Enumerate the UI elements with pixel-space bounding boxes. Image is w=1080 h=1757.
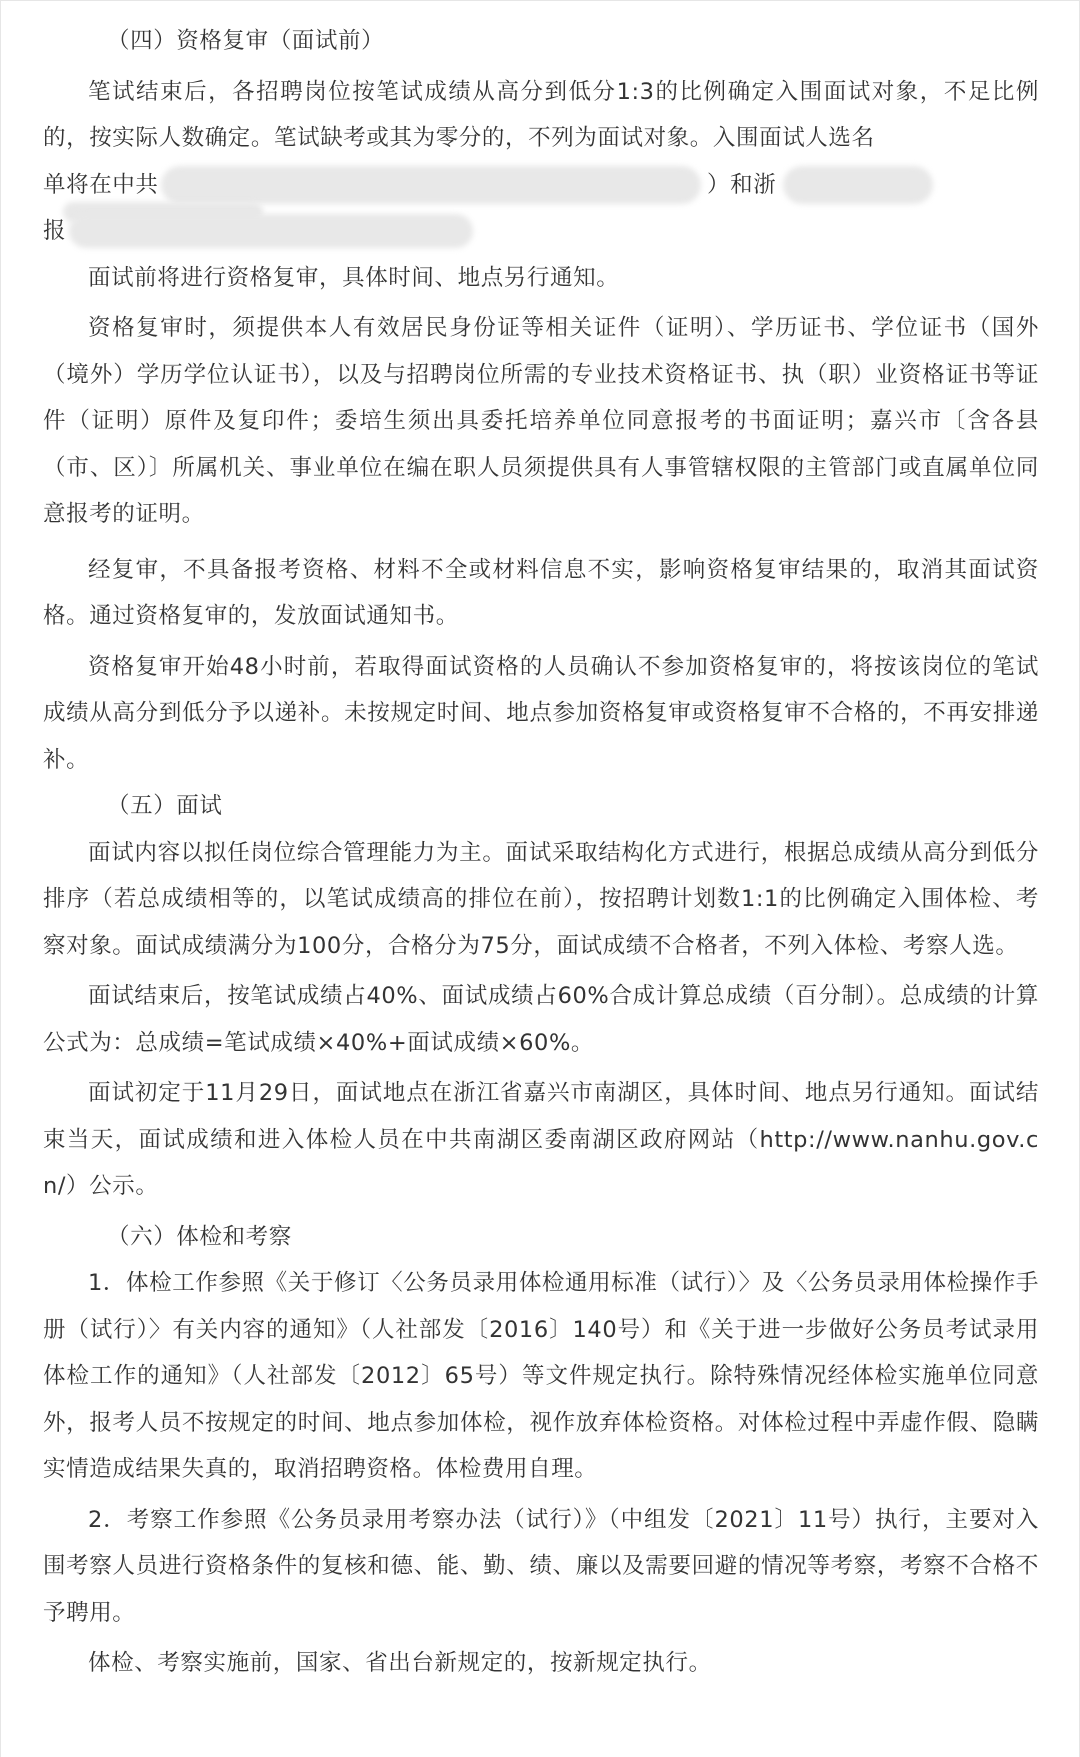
paragraph: 面试前将进行资格复审，具体时间、地点另行通知。 — [88, 264, 620, 291]
paragraph: 面试结束后，按笔试成绩占40%、面试成绩占60%合成计算总成绩（百分制）。总成绩的计算公式为：总成绩=笔试成绩×40%+面试成绩×60%。 — [43, 983, 1039, 1056]
paragraph: 资格复审时，须提供本人有效居民身份证等相关证件（证明）、学历证书、学位证书（国外（境外）学历学位认证书），以及与招聘岗位所需的专业技术资格证书、执（职）业资格证书等证件（证明）原件及复印件；委培生须出具委托培养单位同意报考的书面证明；嘉兴市〔含各县（市、区）〕所属机关、事业单位在编在职人员须提供具有人事管辖权限的主管部门或直属单位同意报考的证明。 — [43, 315, 1039, 527]
section-heading-6: （六）体检和考察 — [107, 1223, 292, 1250]
paragraph: 笔试结束后，各招聘岗位按笔试成绩从高分到低分1:3的比例确定入围面试对象，不足比例的，按实际人数确定。笔试缺考或其为零分的，不列为面试对象。入围面试人选名 — [43, 78, 1039, 151]
paragraph: 1．体检工作参照《关于修订〈公务员录用体检通用标准（试行）〉及〈公务员录用体检操作手册（试行）〉有关内容的通知》（人社部发〔2016〕140号）和《关于进一步做好公务员考试录用体检工作的通知》（人社部发〔2012〕65号）等文件规定执行。除特殊情况经体检实施单位同意外，报考人员不按规定的时间、地点参加体检，视作放弃体检资格。对体检过程中弄虚作假、隐瞒实情造成结果失真的，取消招聘资格。体检费用自理。 — [43, 1270, 1039, 1482]
redacted-fragment: 报 — [43, 217, 67, 244]
redacted-fragment: ）和浙 — [707, 171, 777, 198]
section-heading-4: （四）资格复审（面试前） — [107, 28, 385, 54]
paragraph: 经复审，不具备报考资格、材料不全或材料信息不实，影响资格复审结果的，取消其面试资格。通过资格复审的，发放面试通知书。 — [43, 556, 1039, 629]
redaction-blur — [69, 214, 473, 248]
redacted-fragment: 单将在中共 — [43, 171, 159, 198]
paragraph: 体检、考察实施前，国家、省出台新规定的，按新规定执行。 — [88, 1650, 712, 1676]
redacted-lines — [43, 162, 1039, 255]
paragraph: 面试内容以拟任岗位综合管理能力为主。面试采取结构化方式进行，根据总成绩从高分到低分排序（若总成绩相等的，以笔试成绩高的排位在前），按招聘计划数1:1的比例确定入围体检、考察对象。面试成绩满分为100分，合格分为75分，面试成绩不合格者，不列入体检、考察人选。 — [43, 839, 1039, 959]
paragraph: 资格复审开始48小时前，若取得面试资格的人员确认不参加资格复审的，将按该岗位的笔试成绩从高分到低分予以递补。未按规定时间、地点参加资格复审或资格复审不合格的，不再安排递补。 — [43, 653, 1039, 773]
section-heading-5: （五）面试 — [107, 793, 223, 819]
document-content — [43, 18, 1039, 1687]
paragraph: 面试初定于11月29日，面试地点在浙江省嘉兴市南湖区，具体时间、地点另行通知。面试结束当天，面试成绩和进入体检人员在中共南湖区委南湖区政府网站（http://www.nanhu.gov.cn/）公示。 — [43, 1080, 1039, 1199]
redaction-blur — [783, 166, 933, 204]
paragraph: 2．考察工作参照《公务员录用考察办法（试行）》（中组发〔2021〕11号）执行，主要对入围考察人员进行资格条件的复核和德、能、勤、绩、廉以及需要回避的情况等考察，考察不合格不予聘用。 — [43, 1506, 1039, 1626]
redaction-blur — [161, 166, 701, 204]
